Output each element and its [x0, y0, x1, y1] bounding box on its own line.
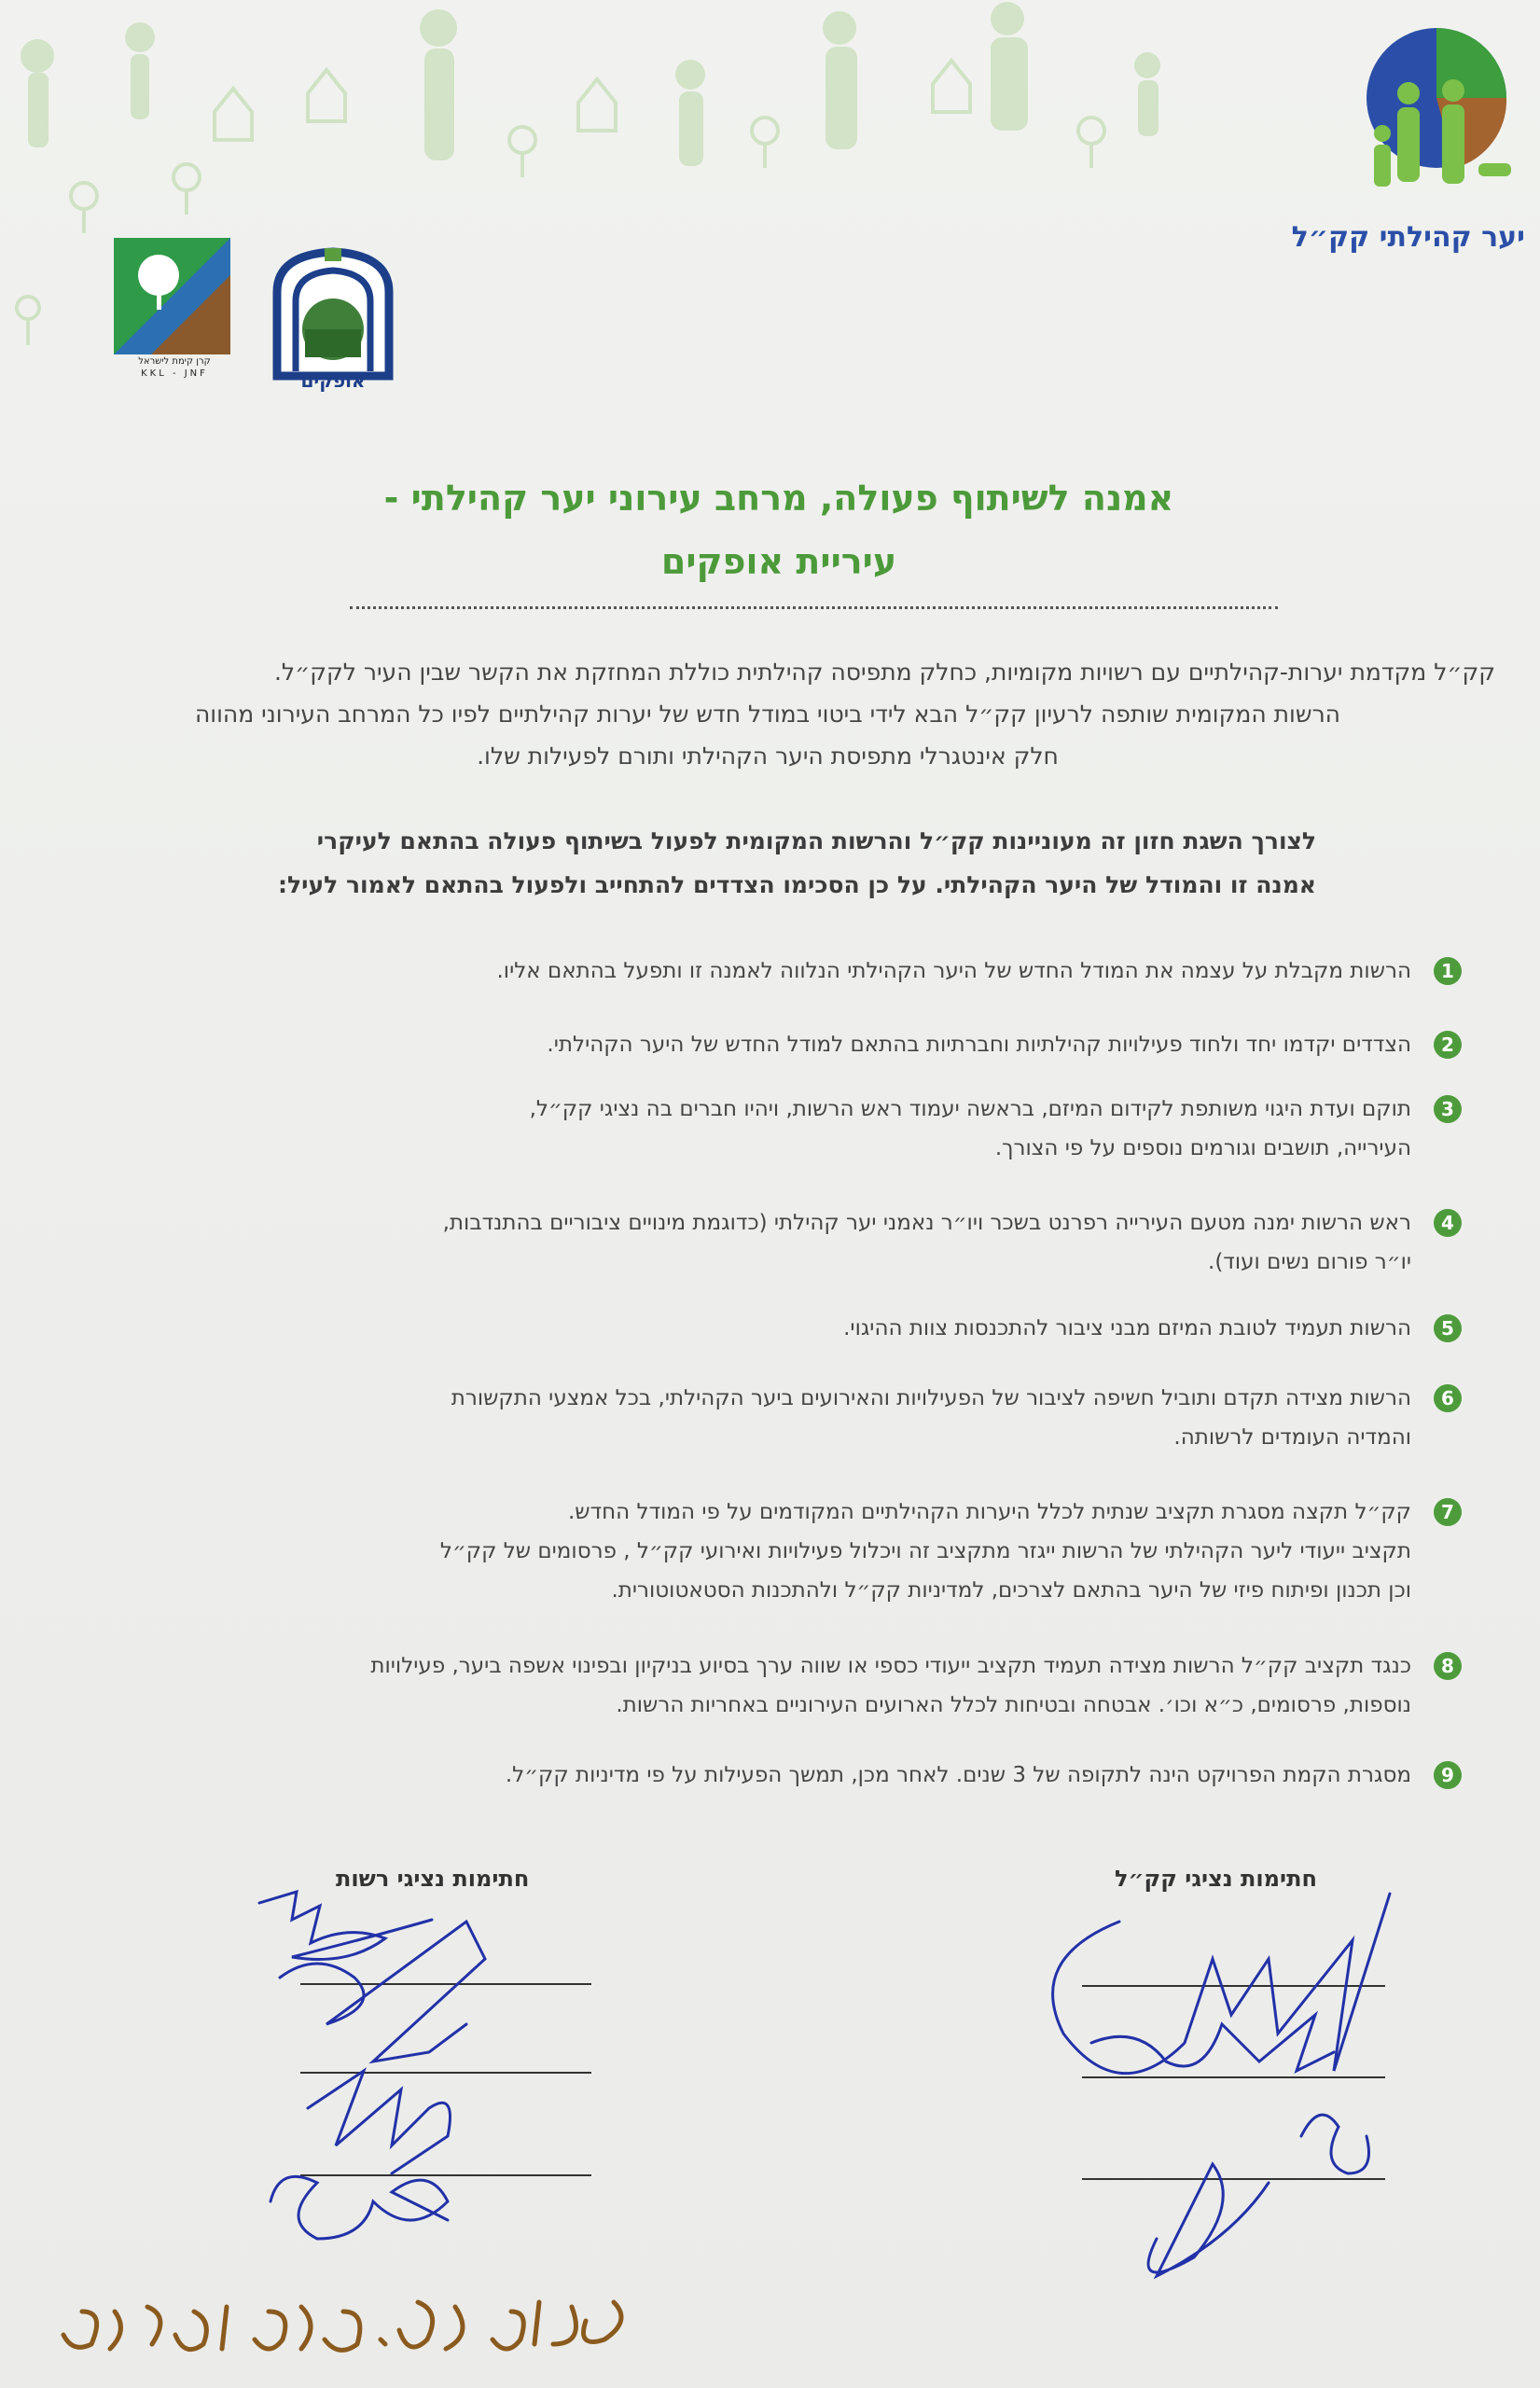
authority-signature-4: [271, 2176, 448, 2239]
clause-line: והמדיה העומדים לרשותה.: [1173, 1425, 1411, 1450]
clause-2: [49, 1025, 1454, 1064]
clause-line: וכן תכנון ופיתוח פיזי של היער בהתאם לצרכים, למדיניות קק״ל ולהתכנות הסטאטוטורית.: [611, 1578, 1411, 1603]
kkl-signature-4: [1301, 2115, 1369, 2173]
clause-number-badge: 8: [1434, 1652, 1462, 1680]
clause-3: [49, 1090, 1454, 1168]
authority-signature-1: [259, 1892, 432, 1960]
clause-4: [49, 1203, 1454, 1282]
kkl-subtitle: קרן קימת לישראל: [138, 356, 211, 367]
clause-7: [49, 1492, 1454, 1610]
clause-line: העירייה, תושבים וגורמים נוספים על פי הצורך.: [994, 1136, 1411, 1160]
clause-1: [49, 951, 1454, 991]
clause-line: כנגד תקציב קק״ל הרשות מצידה תעמיד תקציב ייעודי כספי או שווה ערך בסיוע בניקיון ובפינוי אשפה ביער, פעילויות: [370, 1654, 1411, 1678]
clause-number-badge: 7: [1434, 1498, 1462, 1526]
intro-line: הרשות המקומית שותפה לרעיון קק״ל הבא לידי ביטוי במודל חדש של יערות קהילתיים לפיו כל המרחב העירוני מהווה: [194, 701, 1341, 728]
clause-line: הצדדים יקדמו יחד ולחוד פעילויות קהילתיות וחברתיות בהתאם למודל החדש של היער הקהילתי.: [547, 1033, 1411, 1057]
authority-signature-3: [308, 2071, 451, 2173]
clause-5: [49, 1309, 1454, 1348]
ofakim-name: אופקים: [300, 369, 366, 392]
clause-line: תקציב ייעודי ליער הקהילתי של הרשות ייגזר מתקציב זה ויכלול פעילויות ואירועי קק״ל , פרסומים של קק״ל: [439, 1539, 1411, 1563]
intro-line: חלק אינטגרלי מתפיסת היער הקהילתי ותורם לפעילות שלו.: [477, 743, 1059, 770]
clause-9: [49, 1756, 1454, 1795]
motto-handwriting: [17, 2284, 651, 2367]
clause-line: מסגרת הקמת הפרויקט הינה לתקופה של 3 שנים. לאחר מכן, תמשך הפעילות על פי מדיניות קק״ל.: [505, 1763, 1411, 1787]
clause-6: [49, 1379, 1454, 1457]
document-title-line1: אמנה לשיתוף פעולה, מרחב עירוני יער קהילתי -: [383, 478, 1174, 519]
community-forest-name: יער קהילתי קק״ל: [1291, 221, 1525, 254]
intro-paragraph: [40, 651, 1495, 777]
clause-line: הרשות תעמיד לטובת המיזם מבני ציבור להתכנסות צוות ההיגוי.: [843, 1316, 1411, 1340]
clause-number-badge: 1: [1434, 957, 1462, 985]
ofakim-emblem: [263, 241, 403, 395]
kkl-signature-2: [1091, 2015, 1334, 2071]
lead-line: אמנה זו והמודל של היער הקהילתי. על כן הסכימו הצדדים להתחייב ולפעול בהתאם לאמור לעיל:: [278, 871, 1316, 898]
community-forest-logo: [1291, 23, 1525, 266]
kkl-english: KKL - JNF: [141, 368, 208, 379]
lead-paragraph: [104, 819, 1316, 907]
clause-line: נוספות, פרסומים, כ״א וכו׳. אבטחה ובטיחות לכלל הארועים העירוניים באחריות הרשות.: [616, 1693, 1411, 1717]
clause-line: הרשות מקבלת על עצמה את המודל החדש של היער הקהילתי הנלווה לאמנה זו ותפעל בהתאם אליו.: [496, 959, 1411, 983]
clause-line: הרשות מצידה תקדם ותוביל חשיפה לציבור של הפעילויות והאירועים ביער הקהילתי, בכל אמצעי התקשורת: [451, 1386, 1411, 1410]
authority-signatures-heading: חתימות נציגי רשות: [336, 1866, 530, 1892]
clause-8: [49, 1646, 1454, 1725]
clause-number-badge: 2: [1434, 1031, 1462, 1059]
kkl-signature-3: [1148, 2164, 1269, 2276]
clause-number-badge: 6: [1434, 1384, 1462, 1412]
kkl-jnf-logo: [114, 238, 240, 392]
kkl-signature-1: [1053, 1894, 1390, 2074]
clause-number-badge: 4: [1434, 1209, 1462, 1237]
clause-line: קק״ל תקצה מסגרת תקציב שנתית לכלל היערות הקהילתיים המקודמים על פי המודל החדש.: [567, 1500, 1411, 1524]
clause-line: ראש הרשות ימנה מטעם העירייה רפרנט בשכר ויו״ר נאמני יער קהילתי (כדוגמת מינויים ציבוריים בהתנדבות,: [442, 1211, 1411, 1235]
title-dotted-divider: [350, 606, 1278, 609]
intro-line: קק״ל מקדמת יערות-קהילתיים עם רשויות מקומיות, כחלק מתפיסה קהילתית כוללת המחזקת את הקשר שבין העיר לקק״ל.: [273, 659, 1495, 686]
clause-number-badge: 5: [1434, 1314, 1462, 1342]
clause-number-badge: 9: [1434, 1761, 1462, 1789]
clause-line: יו״ר פורום נשים ועוד).: [1208, 1250, 1411, 1274]
kkl-logo-text: [114, 355, 235, 380]
clause-number-badge: 3: [1434, 1095, 1462, 1123]
kkl-signatures-heading: חתימות נציגי קק״ל: [1115, 1866, 1317, 1892]
document-title-line2: עיריית אופקים: [660, 541, 897, 582]
clause-line: תוקם ועדת היגוי משותפת לקידום המיזם, בראשה יעמוד ראש הרשות, ויהיו חברים בה נציגי קק״ל,: [529, 1097, 1411, 1121]
lead-line: לצורך השגת חזון זה מעוניינות קק״ל והרשות המקומית לפעול בשיתוף פעולה בהתאם לעיקרי: [316, 827, 1316, 854]
